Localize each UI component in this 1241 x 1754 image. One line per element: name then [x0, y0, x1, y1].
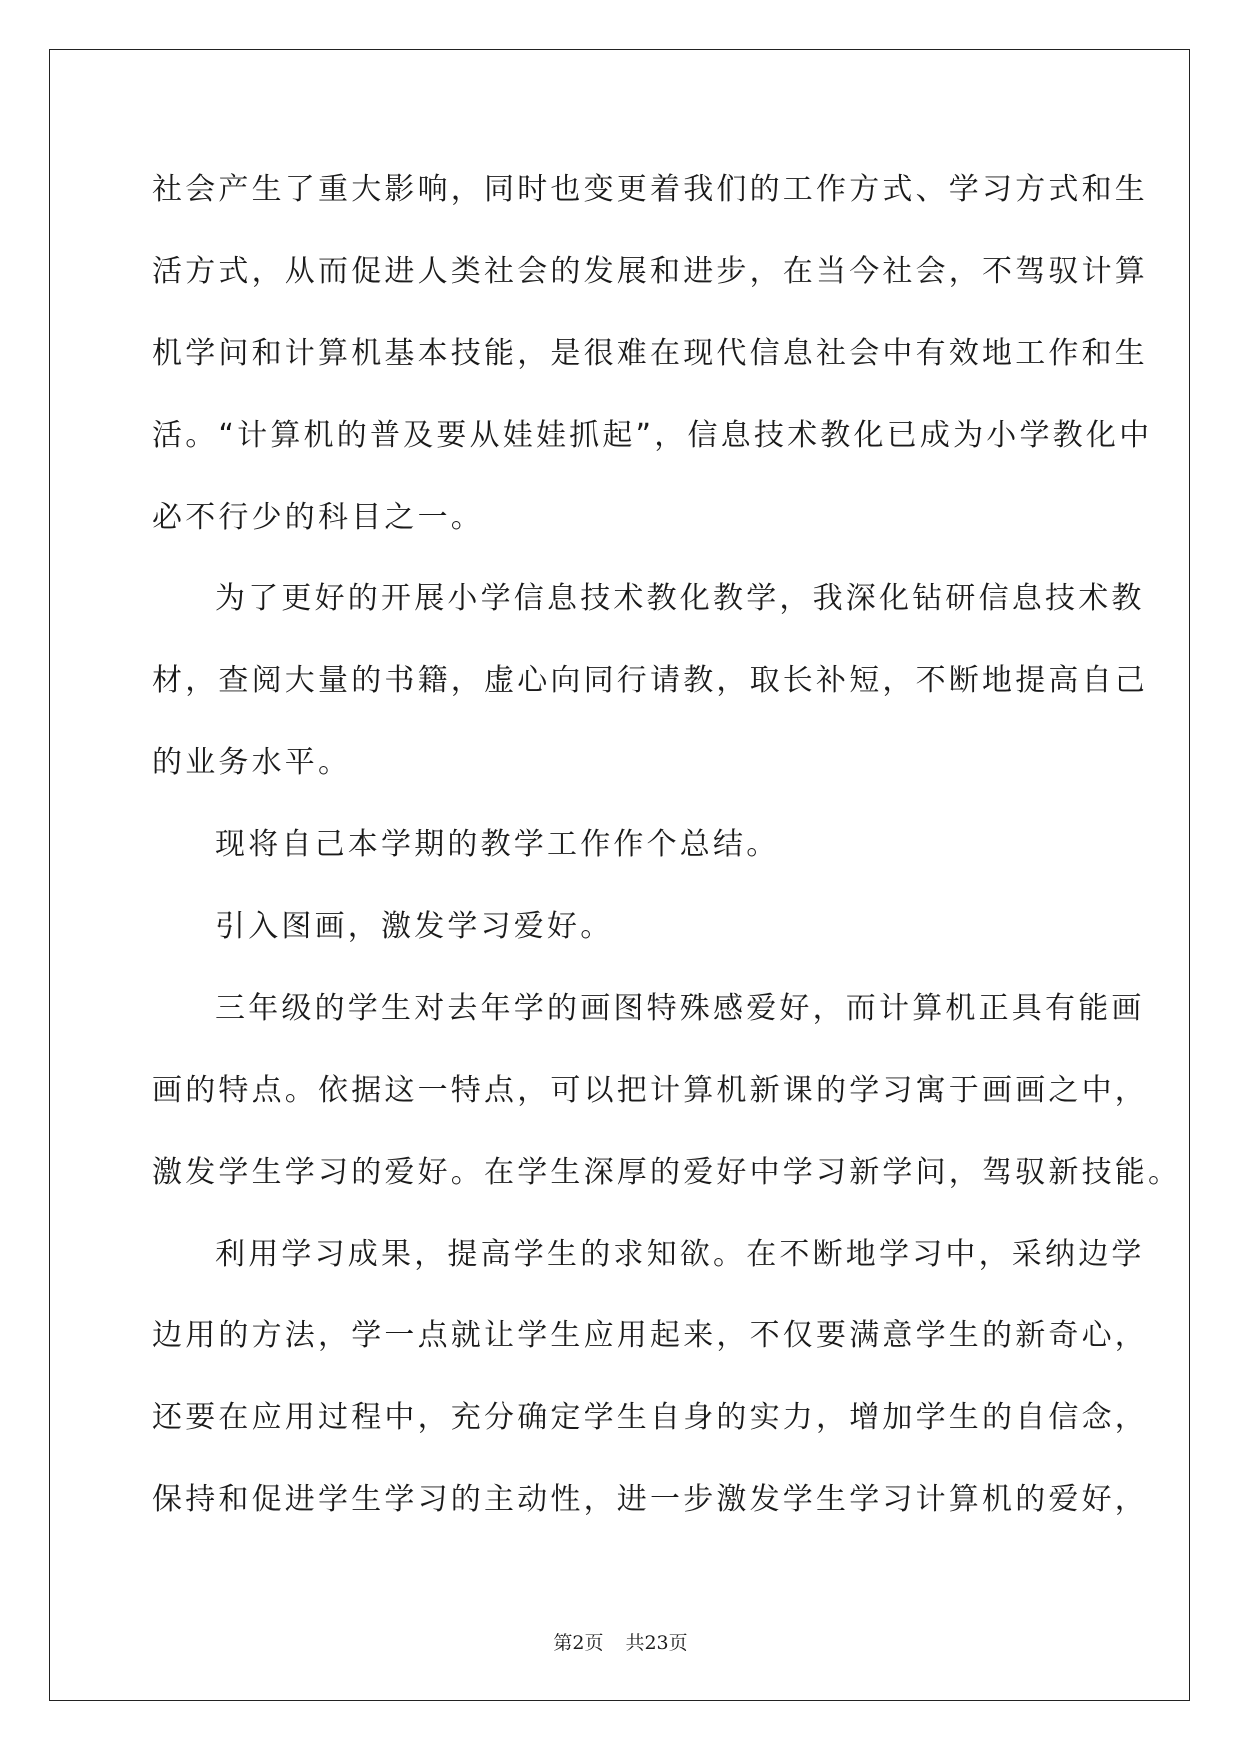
text-line: 三年级的学生对去年学的画图特殊感爱好，而计算机正具有能画: [215, 990, 1145, 1026]
text-line: 为了更好的开展小学信息技术教化教学，我深化钻研信息技术教: [215, 581, 1145, 617]
text-line: 现将自己本学期的教学工作作个总结。: [215, 827, 780, 863]
text-line: 激发学生学习的爱好。在学生深厚的爱好中学习新学问，驾驭新技能。: [152, 1154, 1182, 1190]
text-line: 画的特点。依据这一特点，可以把计算机新课的学习寓于画画之中，: [152, 1072, 1148, 1108]
text-line: 社会产生了重大影响，同时也变更着我们的工作方式、学习方式和生: [152, 172, 1148, 207]
text-line: 活方式，从而促进人类社会的发展和进步，在当今社会，不驾驭计算: [152, 253, 1148, 289]
text-line: 活。“计算机的普及要从娃娃抓起”，信息技术教化已成为小学教化中: [152, 417, 1153, 453]
text-line: 的业务水平。: [152, 745, 352, 781]
document-body: [152, 160, 1182, 1552]
text-line: 边用的方法，学一点就让学生应用起来，不仅要满意学生的新奇心，: [152, 1318, 1148, 1354]
section-heading: 引入图画，激发学习爱好。: [215, 909, 614, 945]
text-line: 必不行少的科目之一。: [152, 499, 484, 535]
text-line: 还要在应用过程中，充分确定学生自身的实力，增加学生的自信念，: [152, 1400, 1148, 1436]
total-pages: 共23页: [625, 1632, 688, 1654]
text-line: 材，查阅大量的书籍，虚心向同行请教，取长补短，不断地提高自己: [152, 663, 1148, 699]
text-line: 保持和促进学生学习的主动性，进一步激发学生学习计算机的爱好，: [152, 1482, 1148, 1518]
text-line: 利用学习成果，提高学生的求知欲。在不断地学习中，采纳边学: [215, 1236, 1145, 1272]
page-footer: [0, 1628, 1241, 1655]
current-page-number: 第2页: [553, 1632, 604, 1654]
text-line: 机学问和计算机基本技能，是很难在现代信息社会中有效地工作和生: [152, 335, 1148, 371]
